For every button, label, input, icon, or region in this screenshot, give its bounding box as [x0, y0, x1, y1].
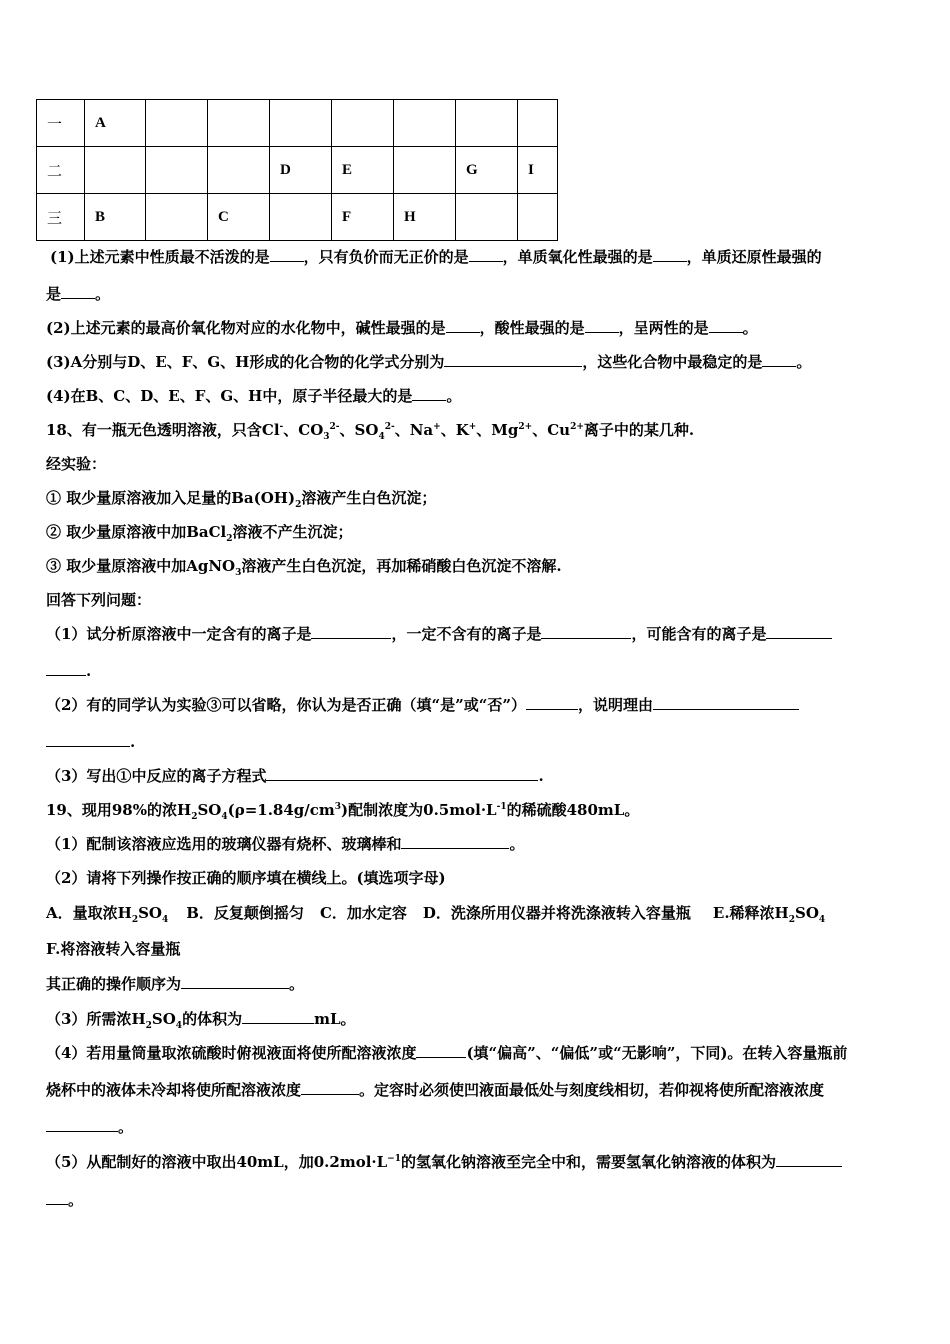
q19-stem: 19、现用98%的浓$H_2SO_4(\rho=1.84g/cm^3)$配制浓度为$0.5mol\cdot L^{-1}$的稀硫酸480mL。 [46, 801, 640, 822]
table-row [37, 147, 558, 194]
answer-blank[interactable] [181, 974, 289, 989]
table-cell [394, 147, 456, 194]
q19-question-4-cont: 烧杯中的液体未冷却将使所配溶液浓度 。定容时必须使凹液面最低处与刻度线相切，若仰视将使所配溶液浓度 [46, 1081, 825, 1099]
answer-blank[interactable] [541, 624, 631, 639]
table-row [37, 100, 558, 147]
q19-options-line: A．量取浓$H_2SO_4$ B．反复颠倒摇匀 C．加水定容 D．洗涤所用仪器并将洗涤液转入容量瓶 E.稀释浓$H_2SO_4$ [46, 904, 826, 925]
answer-blank[interactable] [653, 247, 687, 262]
q17-part1-line: (1)上述元素中性质最不活泼的是 ，只有负价而无正价的是 ，单质氧化性最强的是 ，单质还原性最强的 [50, 248, 822, 266]
answer-blank[interactable] [762, 352, 796, 367]
answer-blank[interactable] [709, 318, 743, 333]
answer-blank[interactable] [526, 695, 578, 710]
q19-option-f: F.将溶液转入容量瓶 [46, 940, 181, 958]
answer-blank[interactable] [61, 284, 95, 299]
q18-question-2: （2）有的同学认为实验③可以省略，你认为是否正确（填“是”或“否”） ，说明理由 [46, 695, 799, 715]
table-cell: H [394, 194, 456, 241]
q18-question-3: （3）写出①中反应的离子方程式 . [46, 767, 544, 785]
table-cell [146, 147, 208, 194]
answer-blank[interactable] [46, 1190, 68, 1205]
table-cell [270, 194, 332, 241]
q18-question-1: （1）试分析原溶液中一定含有的离子是 ，一定不含有的离子是 ，可能含有的离子是 [46, 624, 832, 644]
table-cell [456, 194, 518, 241]
q18-experiment-label: 经实验： [46, 455, 107, 473]
table-cell [208, 147, 270, 194]
q17-part1-cont: 是 。 [46, 285, 111, 303]
answer-blank[interactable] [266, 766, 538, 781]
answer-blank[interactable] [766, 624, 832, 639]
table-cell [85, 147, 146, 194]
q17-part2-line: (2)上述元素的最高价氧化物对应的水化物中，碱性最强的是 ，酸性最强的是 ，呈两性的是 。 [46, 319, 758, 337]
table-cell: G [456, 147, 518, 194]
answer-blank[interactable] [301, 1080, 359, 1095]
row-label: 二 [37, 147, 85, 194]
answer-blank[interactable] [469, 247, 503, 262]
q19-question-4: （4）若用量筒量取浓硫酸时俯视液面将使所配溶液浓度 (填“偏高”、“偏低”或“无影响”，下同)。在转入容量瓶前 [46, 1044, 848, 1062]
answer-blank[interactable] [46, 1117, 118, 1132]
answer-blank[interactable] [776, 1152, 842, 1167]
q18-experiment-3: ③ 取少量原溶液中加AgNO$_3$溶液产生白色沉淀，再加稀硝酸白色沉淀不溶解. [46, 557, 562, 578]
table-cell [456, 100, 518, 147]
q19-question-5: （5）从配制好的溶液中取出40mL，加$0.2mol\cdot L^{-1}$的氢氧化钠溶液至完全中和，需要氢氧化钠溶液的体积为 [46, 1152, 842, 1172]
answer-blank[interactable] [46, 661, 86, 676]
q19-question-1: （1）配制该溶液应选用的玻璃仪器有烧杯、玻璃棒和 。 [46, 835, 525, 853]
q18-answer-label: 回答下列问题： [46, 591, 152, 609]
q18-stem: 18、有一瓶无色透明溶液，只含Cl-、$CO_3^{2-}$、$SO_4^{2-}$、Na+、K+、$Mg^{2+}$、$Cu^{2+}$离子中的某几种. [46, 421, 695, 442]
q17-part4-line: (4)在B、C、D、E、F、G、H中，原子半径最大的是 。 [46, 387, 462, 405]
table-cell [146, 194, 208, 241]
row-label: 一 [37, 100, 85, 147]
table-row [37, 194, 558, 241]
table-cell: E [332, 147, 394, 194]
q18-experiment-2: ② 取少量原溶液中加BaCl$_2$溶液不产生沉淀； [46, 523, 353, 544]
q19-question-5-cont: 。 [46, 1190, 83, 1210]
q19-question-4-cont2: 。 [46, 1117, 133, 1137]
periodic-table [36, 99, 558, 241]
table-cell: B [85, 194, 146, 241]
answer-blank[interactable] [585, 318, 619, 333]
answer-blank[interactable] [311, 624, 391, 639]
row-label: 三 [37, 194, 85, 241]
answer-blank[interactable] [653, 695, 799, 710]
table-cell [270, 100, 332, 147]
answer-blank[interactable] [416, 1043, 466, 1058]
q18-question-2-cont: . [46, 732, 135, 752]
table-cell: D [270, 147, 332, 194]
q17-part3-line: (3)A分别与D、E、F、G、H形成的化合物的化学式分别为 ，这些化合物中最稳定的是 。 [46, 353, 812, 371]
q18-question-1-cont: . [46, 661, 91, 681]
q18-experiment-1: ① 取少量原溶液加入足量的$Ba(OH)_2$溶液产生白色沉淀； [46, 489, 437, 510]
q19-question-2: （2）请将下列操作按正确的顺序填在横线上。(填选项字母) [46, 869, 446, 887]
table-cell: I [518, 147, 558, 194]
table-cell: C [208, 194, 270, 241]
table-cell [208, 100, 270, 147]
table-cell [332, 100, 394, 147]
answer-blank[interactable] [270, 247, 304, 262]
table-cell [518, 194, 558, 241]
table-cell [394, 100, 456, 147]
table-cell: F [332, 194, 394, 241]
table-cell [518, 100, 558, 147]
answer-blank[interactable] [412, 386, 446, 401]
q19-sequence-line: 其正确的操作顺序为 。 [46, 975, 305, 993]
answer-blank[interactable] [401, 834, 509, 849]
table-cell: A [85, 100, 146, 147]
table-cell [146, 100, 208, 147]
answer-blank[interactable] [444, 352, 582, 367]
answer-blank[interactable] [242, 1009, 314, 1024]
answer-blank[interactable] [46, 732, 130, 747]
q19-question-3: （3）所需浓$H_2SO_4$的体积为 mL。 [46, 1010, 356, 1031]
answer-blank[interactable] [446, 318, 480, 333]
